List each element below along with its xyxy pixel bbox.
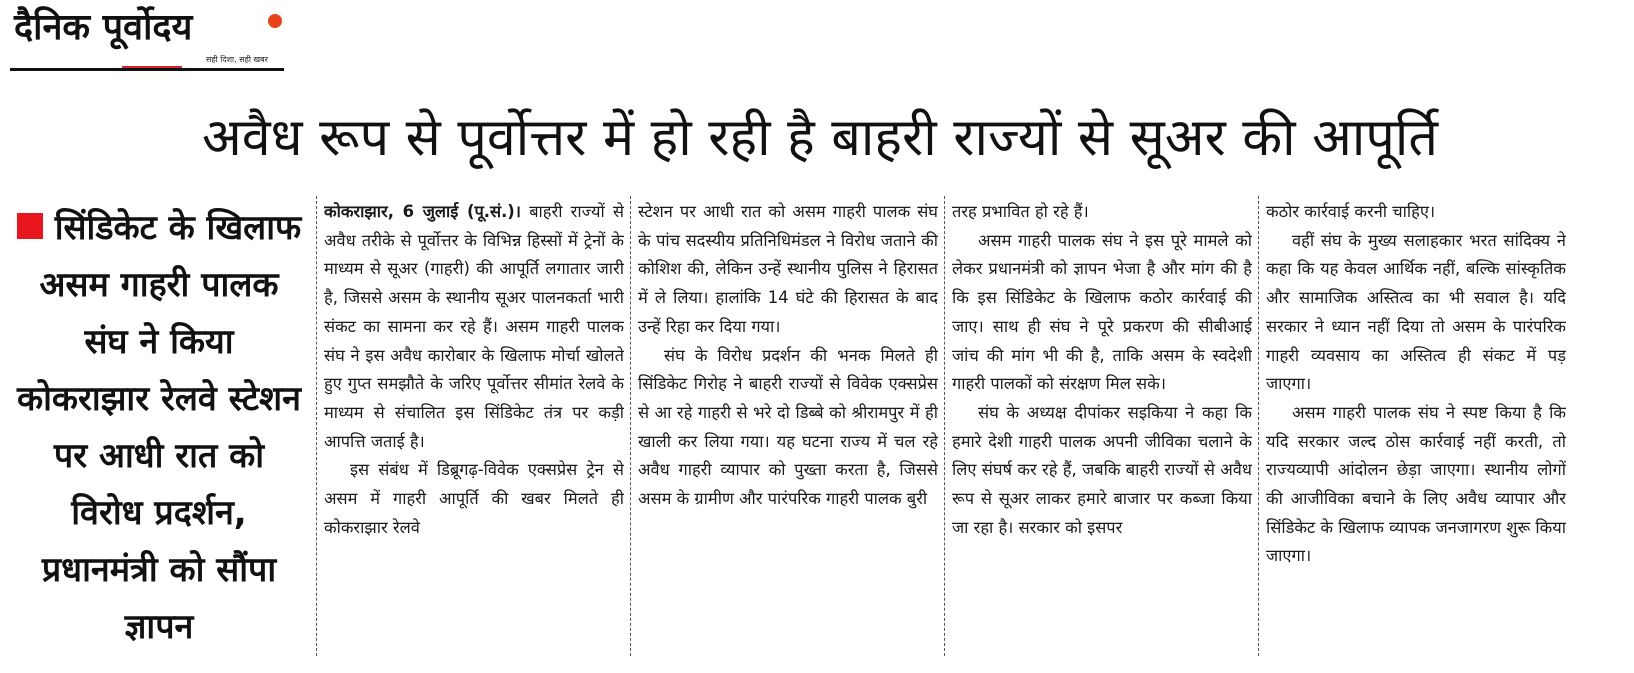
column-divider bbox=[1258, 196, 1259, 656]
article-column-2 bbox=[638, 198, 938, 658]
column-divider bbox=[630, 196, 631, 656]
masthead-title: दैनिक पूर्वोदय bbox=[14, 6, 193, 48]
article-paragraph: संघ के अध्यक्ष दीपांकर सइकिया ने कहा कि हमारे देशी गाहरी पालक अपनी जीविका चलाने के लिए संघर्ष कर रहे हैं, जबकि बाहरी राज्यों से अवैध रूप से सूअर लाकर हमारे बाजार पर कब्जा किया जा रहा है। सरकार को इसपर bbox=[952, 402, 1252, 537]
masthead bbox=[10, 4, 290, 74]
article-paragraph: इस संबंध में डिब्रूगढ़-विवेक एक्सप्रेस ट्रेन से असम में गाहरी आपूर्ति की खबर मिलते ही कोकराझार रेलवे bbox=[324, 460, 624, 537]
subhead bbox=[14, 200, 304, 656]
subhead-text: सिंडिकेट के खिलाफ असम गाहरी पालक संघ ने किया कोकराझार रेलवे स्टेशन पर आधी रात को विरोध प्रदर्शन, प्रधानमंत्री को सौंपा ज्ञापन bbox=[16, 208, 302, 647]
dateline: कोकराझार, 6 जुलाई (पू.सं.)। bbox=[324, 202, 521, 221]
column-divider bbox=[944, 196, 945, 656]
article-paragraph: कठोर कार्रवाई करनी चाहिए। bbox=[1266, 202, 1436, 221]
article-paragraph: असम गाहरी पालक संघ ने इस पूरे मामले को लेकर प्रधानमंत्री को ज्ञापन भेजा है और मांग की है कि इस सिंडिकेट के खिलाफ कठोर कार्रवाई की जाए। साथ ही संघ ने पूरे प्रकरण की सीबीआई जांच की मांग भी की है, ताकि असम के स्वदेशी गाहरी पालकों को संरक्षण मिल सके। bbox=[952, 230, 1252, 394]
headline: अवैध रूप से पूर्वोत्तर में हो रही है बाहरी राज्यों से सूअर की आपूर्ति bbox=[202, 108, 1438, 168]
masthead-tagline: सही दिशा, सही खबर bbox=[206, 55, 268, 64]
red-square-bullet-icon bbox=[17, 213, 43, 239]
article-column-3 bbox=[952, 198, 1252, 658]
article-paragraph: स्टेशन पर आधी रात को असम गाहरी पालक संघ के पांच सदस्यीय प्रतिनिधिमंडल ने विरोध जताने की कोशिश की, लेकिन उन्हें स्थानीय पुलिस ने हिरासत में ले लिया। हालांकि 14 घंटे की हिरासत के बाद उन्हें रिहा कर दिया गया। bbox=[638, 202, 938, 336]
article-column-4 bbox=[1266, 198, 1566, 658]
article-paragraph: वहीं संघ के मुख्य सलाहकार भरत सांदिक्य ने कहा कि यह केवल आर्थिक नहीं, बल्कि सांस्कृतिक और सामाजिक अस्तित्व का भी सवाल है। यदि सरकार ने ध्यान नहीं दिया तो असम के पारंपरिक गाहरी व्यवसाय का अस्तित्व ही संकट में पड़ जाएगा। bbox=[1266, 230, 1566, 394]
masthead-rule bbox=[10, 68, 284, 71]
column-divider bbox=[316, 196, 317, 656]
article-paragraph: तरह प्रभावित हो रहे हैं। bbox=[952, 202, 1089, 221]
article-paragraph: कोकराझार, 6 जुलाई (पू.सं.)। बाहरी राज्यों से अवैध तरीके से पूर्वोत्तर के विभिन्न हिस्सों में ट्रेनों के माध्यम से सूअर (गाहरी) की आपूर्ति लगातार जारी है, जिससे असम के स्थानीय सूअर पालनकर्ता भारी संकट का सामना कर रहे हैं। असम गाहरी पालक संघ ने इस अवैध कारोबार के खिलाफ मोर्चा खोलते हुए गुप्त समझौते के जरिए पूर्वोत्तर सीमांत रेलवे के माध्यम से संचालित इस सिंडिकेट तंत्र पर कड़ी आपत्ति जताई है। bbox=[324, 202, 624, 451]
article-column-1 bbox=[324, 198, 624, 658]
article-paragraph: संघ के विरोध प्रदर्शन की भनक मिलते ही सिंडिकेट गिरोह ने बाहरी राज्यों से विवेक एक्सप्रेस से आ रहे गाहरी से भरे दो डिब्बे को श्रीरामपुर में ही खाली कर लिया गया। यह घटना राज्य में चल रहे अवैध गाहरी व्यापार को पुख्ता करता है, जिससे असम के ग्रामीण और पारंपरिक गाहरी पालक बुरी bbox=[638, 345, 938, 509]
article-paragraph: असम गाहरी पालक संघ ने स्पष्ट किया है कि यदि सरकार जल्द ठोस कार्रवाई नहीं करती, तो राज्यव्यापी आंदोलन छेड़ा जाएगा। स्थानीय लोगों की आजीविका बचाने के लिए अवैध व्यापार और सिंडिकेट के खिलाफ व्यापक जनजागरण शुरू किया जाएगा। bbox=[1266, 402, 1566, 566]
masthead-logo-dot bbox=[268, 14, 282, 28]
